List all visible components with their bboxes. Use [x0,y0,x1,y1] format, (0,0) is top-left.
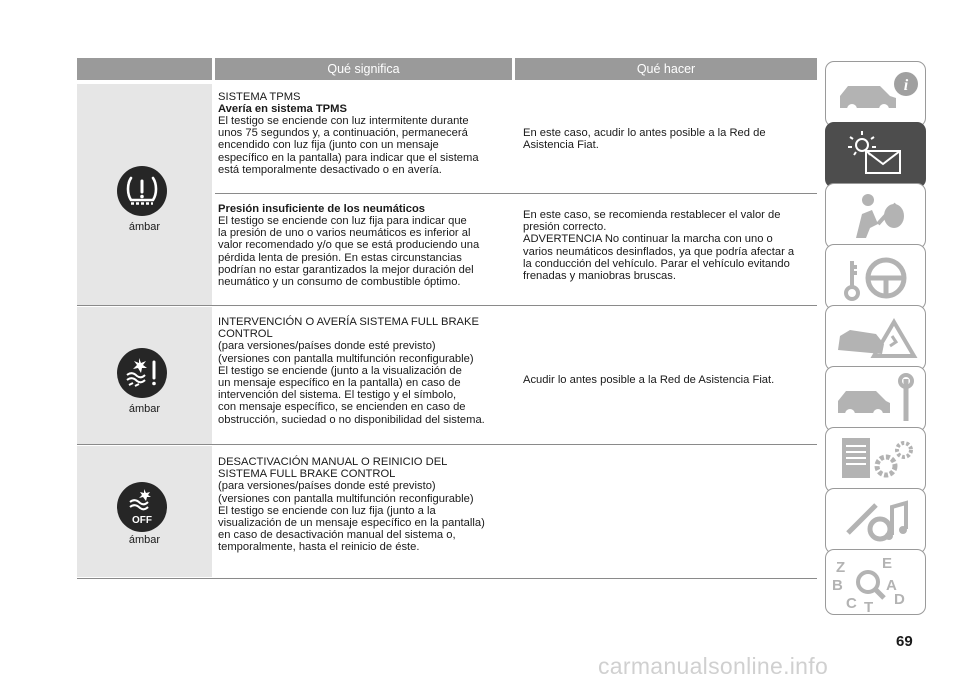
car-accident-warning-icon[interactable] [825,305,926,371]
table-row-tpms [77,84,817,305]
index-letter: C [846,595,857,612]
table-bottom-line [77,578,817,579]
meaning-text: El testigo se enciende con luz fija para indicar que la presión de uno o varios neumáticos es inferior al valor recomendado y/o que se está produciendo una pérdida lenta de presión. En estas circunstancias podrían no estar garantizados la mejor duración del neumático y un consumo de combustible óptimo. [218,215,480,289]
warning-lights-messages-icon[interactable] [825,122,926,188]
meaning-text: INTERVENCIÓN O AVERÍA SISTEMA FULL BRAKE CONTROL (para versiones/países donde esté previsto) (versiones con pantalla multifunción reconfigurable) El testigo se enciende (junto a la visualización de un mensaje específico en la pantalla) en caso de intervención del sistema. El testigo y el símbolo, con mensaje específico, se encienden en caso de obstrucción, suciedad o no disponibilidad del sistema. [218,316,485,426]
row-divider [77,444,817,445]
index-letter: B [832,577,843,594]
meaning-subtitle: Presión insuficiente de los neumáticos [218,203,426,215]
technical-data-gear-icon[interactable] [825,427,926,493]
car-info-icon[interactable] [825,61,926,127]
meaning-text: DESACTIVACIÓN MANUAL O REINICIO DEL SISTEMA FULL BRAKE CONTROL (para versiones/países donde esté previsto) (versiones con pantalla multifunción reconfigurable) El testigo se enciende con luz fija (junto a la visualización de un mensaje específico en la pantalla) en caso de desactivación manual del sistema o, temporalmente, hasta el reinicio de éste. [218,456,485,554]
svg-text:i: i [903,77,909,94]
action-text: En este caso, se recomienda restablecer el valor de presión correcto. ADVERTENCIA No continuar la marcha con uno o varios neumáticos desinflados, ya que podría afectar a la conducción del vehículo. Parar el vehículo evitando frenadas y maniobras bruscas. [523,209,795,283]
page-number: 69 [896,633,913,650]
icon-cell [77,307,212,444]
tire-pressure-warning-icon [117,166,167,216]
table-row-brake-control [77,307,817,444]
color-label: ámbar [128,534,161,546]
airbag-seat-icon[interactable] [825,183,926,249]
meaning-text: El testigo se enciende con luz intermitente durante unos 75 segundos y, a continuación, permanecerá encendido con luz fija (junto con un mensaje específico en la pantalla) para indicar que el sistema está temporalmente desactivado o en avería. [218,115,479,176]
color-label: ámbar [128,403,161,415]
car-maintenance-tools-icon[interactable] [825,366,926,432]
index-letter: Z [836,559,846,576]
alphabetical-index-icon[interactable] [825,549,926,615]
action-text: En este caso, acudir lo antes posible a la Red de Asistencia Fiat. [523,127,766,152]
row-divider [215,193,817,194]
meaning-subtitle: Avería en sistema TPMS [218,103,347,115]
off-badge: OFF [132,515,152,526]
header-action: Qué hacer [515,58,817,80]
header-blank-cell [77,58,212,80]
index-letter: A [886,577,897,594]
table-row-brake-control-off [77,446,817,577]
header-meaning: Qué significa [215,58,512,80]
watermark: carmanualsonline.info [598,653,829,679]
index-letter: T [864,599,874,616]
steering-wheel-key-icon[interactable] [825,244,926,310]
multimedia-music-icon[interactable] [825,488,926,554]
icon-cell [77,84,212,305]
row-divider [77,305,817,306]
icon-cell [77,446,212,577]
color-label: ámbar [128,221,161,233]
action-text: Acudir lo antes posible a la Red de Asistencia Fiat. [523,374,775,386]
meaning-title: SISTEMA TPMS [218,91,301,103]
brake-control-warning-icon [117,348,167,398]
brake-control-off-icon [117,482,167,532]
index-letter: E [882,555,893,572]
index-letter: D [894,591,905,608]
